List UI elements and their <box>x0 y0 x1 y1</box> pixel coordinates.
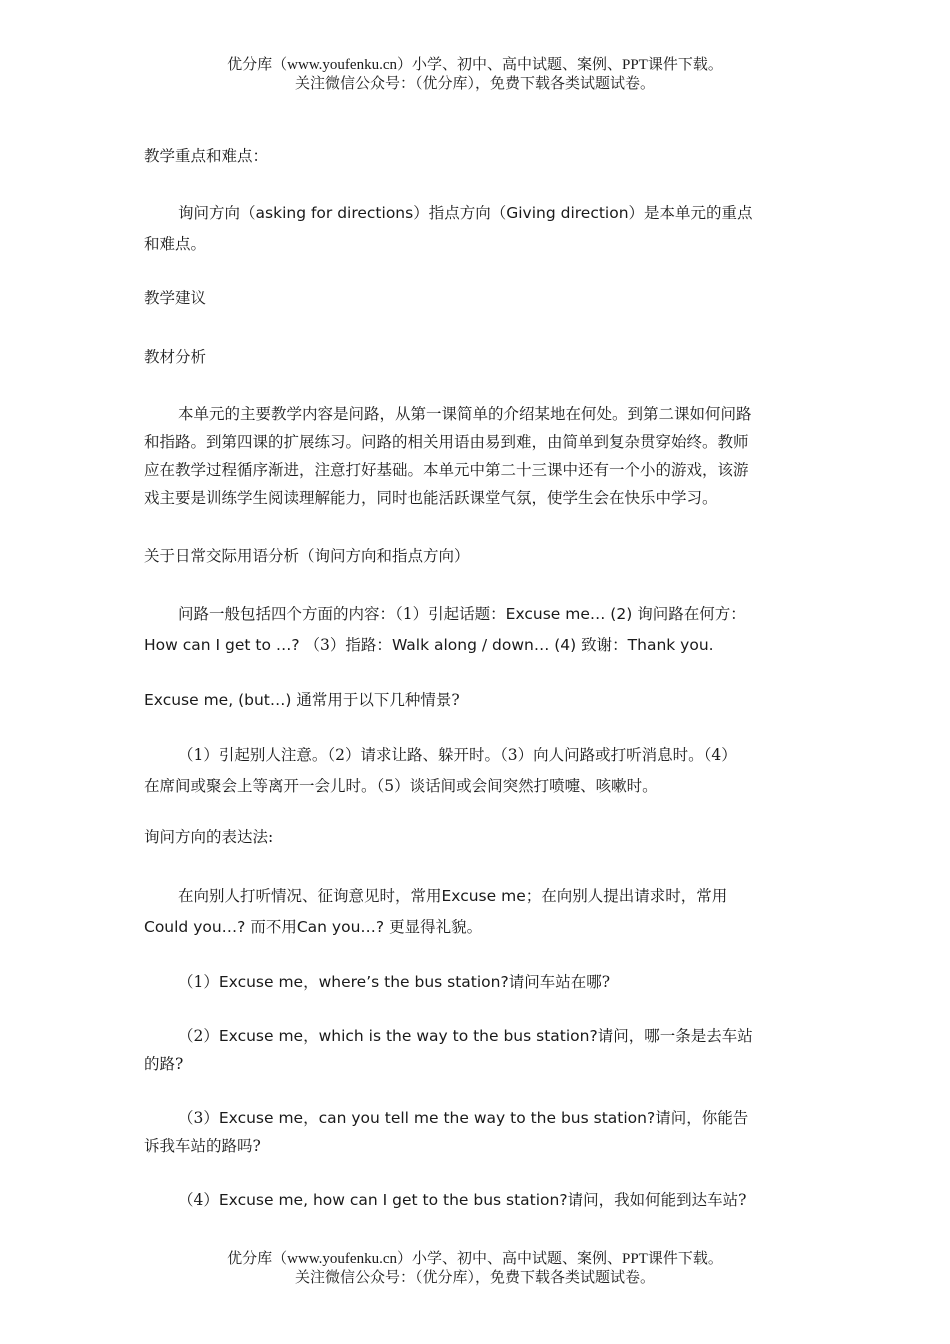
paragraph-expressions: 在向别人打听情况、征询意见时，常用Excuse me；在向别人提出请求时，常用 Could you…? 而不用Can you…? 更显得礼貌。 <box>144 887 728 936</box>
example-3: （3）Excuse me，can you tell me the way to the bus station?请问，你能告 诉我车站的路吗? <box>144 1109 749 1155</box>
heading-expressions: 询问方向的表达法: <box>144 828 274 846</box>
paragraph-key-points: 询问方向（asking for directions）指点方向（Giving direction）是本单元的重点 和难点。 <box>144 204 753 253</box>
page-header <box>0 56 950 94</box>
heading-key-points: 教学重点和难点： <box>144 147 269 165</box>
header-line-1: 优分库（www.youfenku.cn）小学、初中、高中试题、案例、PPT课件下载。 <box>227 57 723 73</box>
paragraph-situations: （1）引起别人注意。（2）请求让路、躲开时。（3）向人问路或打听消息时。（4） 在席间或聚会上等离开一会儿时。（5）谈话间或会间突然打喷嚏、咳嗽时。 <box>144 746 737 795</box>
header-line-2: 关注微信公众号：（优分库），免费下载各类试题试卷。 <box>294 76 655 92</box>
heading-material-analysis: 教材分析 <box>144 348 207 366</box>
paragraph-asking-way: 问路一般包括四个方面的内容：（1）引起话题：Excuse me… (2) 询问路在何方： How can I get to …? （3）指路：Walk along / down… (4) 致谢：Thank you. <box>144 605 746 654</box>
paragraph-excuse-me: Excuse me, (but…) 通常用于以下几种情景? <box>144 691 460 709</box>
paragraph-material-analysis: 本单元的主要教学内容是问路，从第一课简单的介绍某地在何处。到第二课如何问路 和指路。到第四课的扩展练习。问路的相关用语由易到难，由简单到复杂贯穿始终。教师 应在教学过程循序渐进，注意打好基础。本单元中第二十三课中还有一个小的游戏，该游 戏主要是训练学生阅读理解能力，同时也能活跃课堂气氛，使学生会在快乐中学习。 <box>144 405 752 507</box>
footer-line-2: 关注微信公众号：（优分库），免费下载各类试题试卷。 <box>294 1270 655 1286</box>
heading-daily-expressions: 关于日常交际用语分析（询问方向和指点方向） <box>144 547 470 565</box>
example-2: （2）Excuse me，which is the way to the bus station?请问，哪一条是去车站 的路? <box>144 1027 753 1073</box>
example-1: （1）Excuse me，where’s the bus station?请问车站在哪? <box>178 973 611 991</box>
page-footer <box>0 1250 950 1288</box>
footer-line-1: 优分库（www.youfenku.cn）小学、初中、高中试题、案例、PPT课件下载。 <box>227 1251 723 1267</box>
example-4: （4）Excuse me, how can I get to the bus station?请问，我如何能到达车站? <box>178 1191 747 1209</box>
document-body <box>144 145 804 1214</box>
heading-teaching-suggestions: 教学建议 <box>144 289 207 307</box>
